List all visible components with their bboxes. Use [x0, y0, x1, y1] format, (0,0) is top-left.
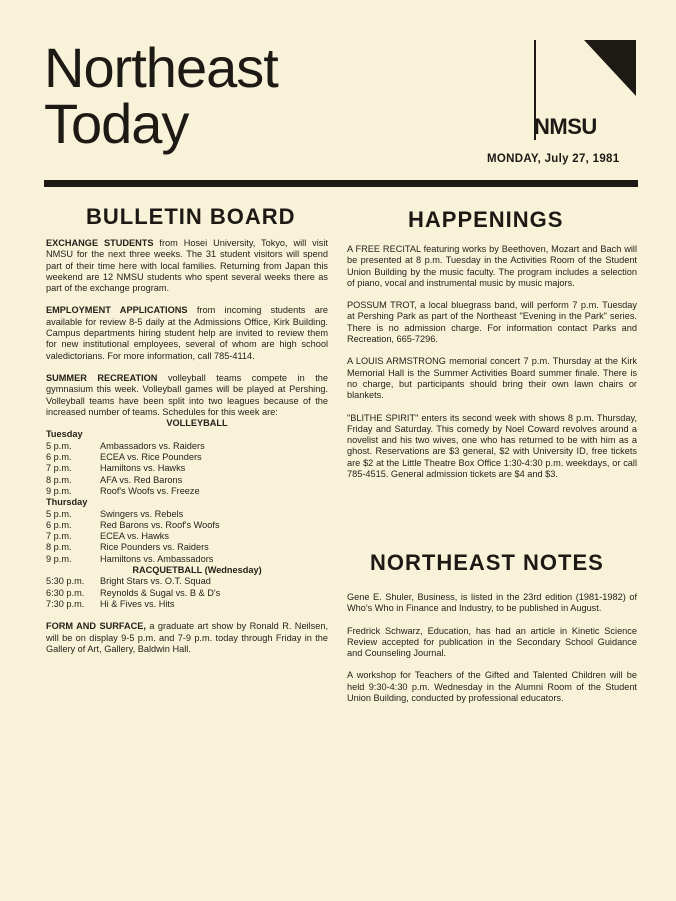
bulletin-item-employment	[46, 305, 328, 361]
schedule-row	[46, 599, 328, 610]
happenings-item: A FREE RECITAL featuring works by Beethoven, Mozart and Bach will be presented at 8 p.m. Tuesday in the Activities Room of the Student Union Building by the music faculty. The program includes a selection of piano, vocal and instrumental music by music majors.	[347, 244, 637, 288]
happenings-column	[347, 244, 637, 491]
masthead-title-line2: Today	[44, 92, 189, 155]
logo-corner-triangle-icon	[584, 40, 636, 96]
schedule-row	[46, 520, 328, 531]
happenings-item: "BLITHE SPIRIT" enters its second week with shows 8 p.m. Thursday, Friday and Saturday. This comedy by Noel Coward revolves around a novelist and his two wives, one who has returned to be with him as a ghost. Reservations are $3 general, $2 with University ID, free tickets are $2 at the Little Theatre Box Office 1:30-4:30 p.m. weekdays, or call 785-4515. General admission tickets are $4 and $3.	[347, 412, 637, 480]
schedule-game: Bright Stars vs. O.T. Squad	[100, 576, 211, 587]
schedule-game: Swingers vs. Rebels	[100, 508, 184, 519]
schedule-game: Ambassadors vs. Raiders	[100, 440, 205, 451]
bulletin-item-body: from incoming students are available for review 8-5 daily at the Admissions Office, Kirk Building. Campus departments hiring student help are invited to review them for new institutional employees, several of whom are high school valedictorians. For more information, call 785-4114.	[46, 305, 328, 361]
schedule-time: 5 p.m.	[46, 440, 72, 451]
schedule-game: Hi & Fives vs. Hits	[100, 598, 175, 609]
schedule-time: 9 p.m.	[46, 553, 72, 564]
schedule-time: 7 p.m.	[46, 531, 72, 542]
volleyball-heading: VOLLEYBALL	[166, 418, 228, 429]
bulletin-item-body: a graduate art show by Ronald R. Neilsen, will be on display 9-5 p.m. and 7-9 p.m. today through Friday in the Gallery of Art, Gallery, Baldwin Hall.	[46, 621, 328, 654]
happenings-item: A LOUIS ARMSTRONG memorial concert 7 p.m. Thursday at the Kirk Memorial Hall is the Summer Activities Board summer finale. There is no charge, but participants should bring their own lawn chairs or blankets.	[347, 356, 637, 401]
schedule-row	[46, 509, 328, 520]
bulletin-item-body: from Hosei University, Tokyo, will visit NMSU for the next three weeks. The 31 student visitors will spend part of their time here with local families. Returning from Japan this weekend are 12 NMSU students who spent several weeks there as part of the exchange program.	[46, 238, 328, 294]
schedule-time: 7:30 p.m.	[46, 598, 85, 609]
schedule-row	[46, 441, 328, 452]
northeast-notes-heading: NORTHEAST NOTES	[370, 550, 604, 575]
racquetball-heading: RACQUETBALL (Wednesday)	[132, 565, 262, 576]
bulletin-item-recreation	[46, 373, 328, 418]
masthead-title	[44, 36, 278, 155]
masthead-rule	[44, 180, 638, 187]
schedule-time: 5:30 p.m.	[46, 576, 85, 587]
nmsu-logo	[530, 38, 638, 144]
schedule-game: Red Barons vs. Roof's Woofs	[100, 519, 220, 530]
recreation-schedule	[46, 418, 328, 610]
bulletin-item-lead: SUMMER RECREATION	[46, 372, 158, 383]
bulletin-board-column	[46, 238, 328, 666]
schedule-time: 5 p.m.	[46, 508, 72, 519]
schedule-row	[46, 475, 328, 486]
schedule-row	[46, 452, 328, 463]
northeast-notes-column	[347, 592, 637, 715]
notes-item: Gene E. Shuler, Business, is listed in the 23rd edition (1981-1982) of Who's Who in Finance and Industry, to be published in August.	[347, 592, 637, 614]
schedule-game: Hamiltons vs. Hawks	[100, 463, 186, 474]
schedule-game: ECEA vs. Rice Pounders	[100, 452, 202, 463]
schedule-game: Reynolds & Sugal vs. B & D's	[100, 587, 221, 598]
schedule-row	[46, 531, 328, 542]
schedule-time: 7 p.m.	[46, 463, 72, 474]
schedule-time: 8 p.m.	[46, 474, 72, 485]
masthead-title-line1: Northeast	[44, 36, 278, 99]
schedule-row	[46, 588, 328, 599]
bulletin-item-lead: EMPLOYMENT APPLICATIONS	[46, 305, 188, 316]
schedule-time: 9 p.m.	[46, 485, 72, 496]
schedule-row	[46, 463, 328, 474]
schedule-game: ECEA vs. Hawks	[100, 531, 169, 542]
bulletin-item-lead: EXCHANGE STUDENTS	[46, 238, 154, 248]
schedule-game: Roof's Woofs vs. Freeze	[100, 485, 200, 496]
happenings-item: POSSUM TROT, a local bluegrass band, will perform 7 p.m. Tuesday at Pershing Park as part of the Northeast "Evening in the Park" series. There is no admission charge. For information contact Parks and Recreation, 665-7296.	[347, 300, 637, 345]
issue-date: MONDAY, July 27, 1981	[487, 153, 620, 165]
schedule-game: Rice Pounders vs. Raiders	[100, 542, 209, 553]
schedule-day-label: Thursday	[46, 497, 88, 508]
bulletin-item-art-show	[46, 621, 328, 655]
happenings-heading: HAPPENINGS	[408, 207, 564, 232]
notes-item: Fredrick Schwarz, Education, has had an article in Kinetic Science Review accepted for publication in the Secondary School Guidance and Counseling Journal.	[347, 625, 637, 659]
schedule-row	[46, 576, 328, 587]
schedule-time: 6 p.m.	[46, 519, 72, 530]
bulletin-board-heading: BULLETIN BOARD	[86, 204, 296, 229]
schedule-time: 8 p.m.	[46, 542, 72, 553]
schedule-row	[46, 554, 328, 565]
bulletin-item-exchange	[46, 238, 328, 294]
schedule-row	[46, 486, 328, 497]
notes-item: A workshop for Teachers of the Gifted and Talented Children will be held 9:30-4:30 p.m. Wednesday in the Alumni Room of the Student Union Building, conducted by professional educators.	[347, 670, 637, 704]
schedule-game: Hamiltons vs. Ambassadors	[100, 553, 214, 564]
schedule-day-label: Tuesday	[46, 429, 83, 440]
bulletin-item-lead: FORM AND SURFACE,	[46, 621, 146, 632]
schedule-time: 6:30 p.m.	[46, 587, 85, 598]
schedule-game: AFA vs. Red Barons	[100, 474, 183, 485]
schedule-time: 6 p.m.	[46, 452, 72, 463]
logo-text: NMSU	[534, 114, 597, 139]
bulletin-item-body: volleyball teams compete in the gymnasium this week. Volleyball games will be played at Pershing. Volleyball teams have been split into two leagues because of the increased number of teams. Schedules for this week are:	[46, 372, 328, 417]
schedule-row	[46, 542, 328, 553]
